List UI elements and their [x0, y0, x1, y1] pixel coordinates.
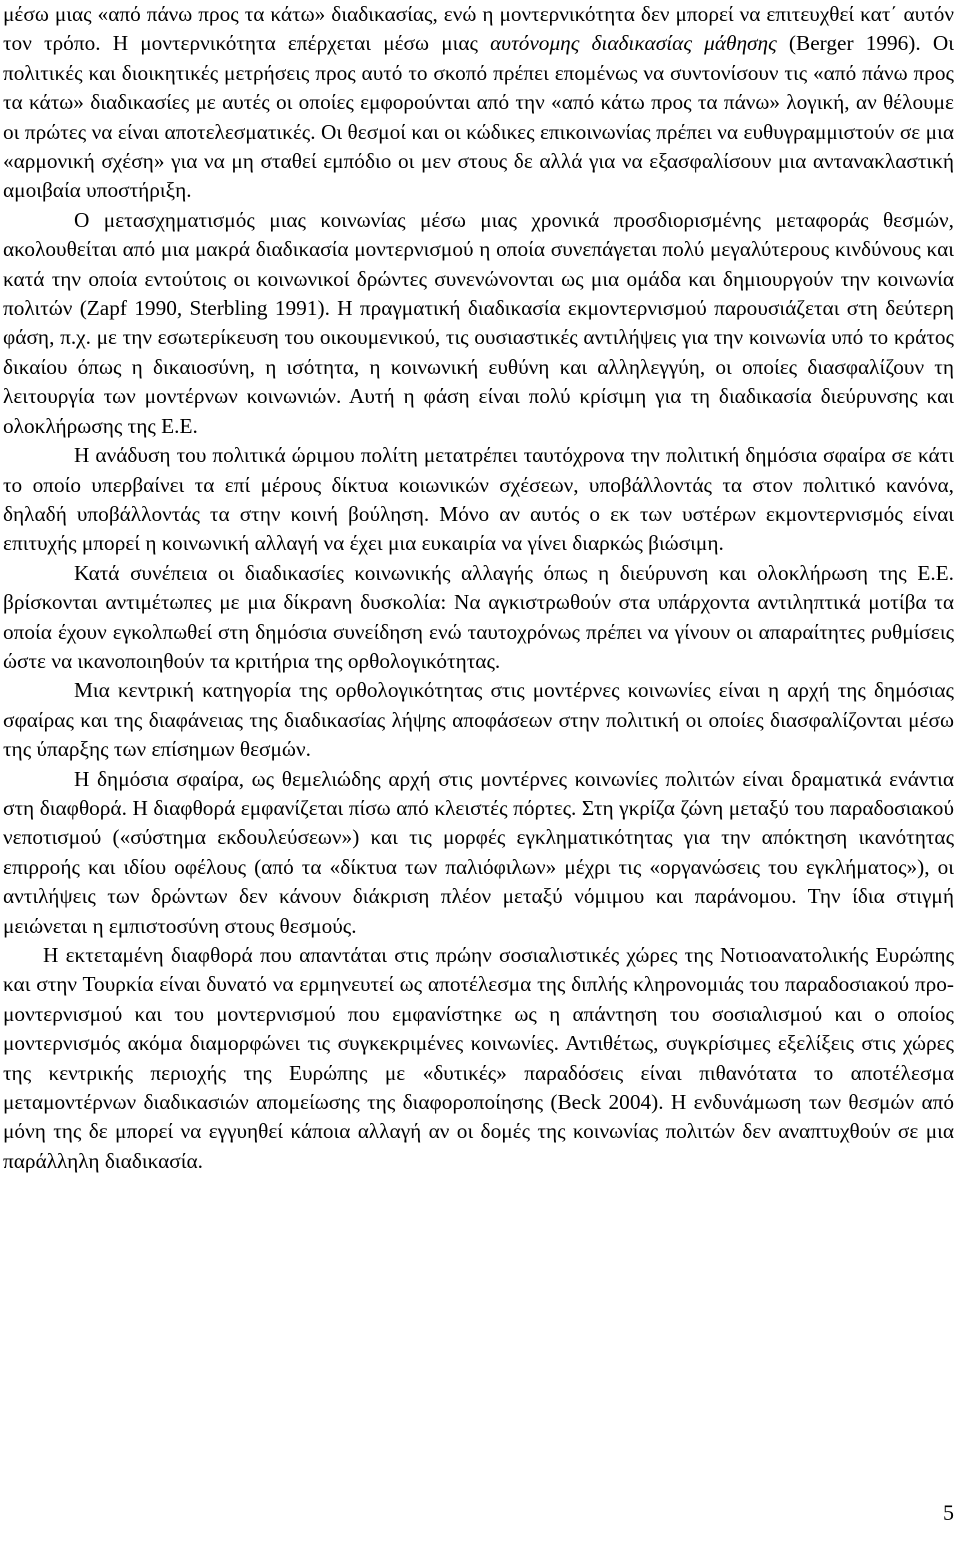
italic-phrase: αυτόνομης διαδικασίας μάθησης: [490, 31, 777, 56]
paragraph: Ο μετασχηματισμός μιας κοινωνίας μέσω μιας χρονικά προσδιορισμένης μεταφοράς θεσμών, ακολουθείται από μια μακρά διαδικασία μοντερνισμού η οποία συνεπάγεται πολύ μεγαλύτερους κινδύνους και κατά την οποία εντούτοις οι κοινωνικοί δρώντες συνενώνονται ως μια ομάδα και δημιουργούν την κοινωνία πολιτών (Zapf 1990, Sterbling 1991). Η πραγματική διαδικασία εκμοντερνισμού παρουσιάζεται στη δεύτερη φάση, π.χ. με την εσωτερίκευση του οικουμενικού, τις ουσιαστικές αντιλήψεις για την κοινωνία υπό το κράτος δικαίου όπως η δικαιοσύνη, η ισότητα, η κοινωνική ευθύνη και αλληλεγγύη, οι οποίες διασφαλίζουν τη λειτουργία των μοντέρνων κοινωνιών. Αυτή η φάση είναι πολύ κρίσιμη για τη διαδικασία διεύρυνσης και ολοκλήρωσης της Ε.Ε.: [3, 207, 954, 438]
body-text: [3, 0, 954, 1176]
paragraph: Η ανάδυση του πολιτικά ώριμου πολίτη μετατρέπει ταυτόχρονα την πολιτική δημόσια σφαίρα σε κάτι το οποίο υπερβαίνει τα επί μέρους δίκτυα κοιωνικών σχέσεων, υποβάλλοντάς τα στον πολιτικό κανόνα, δηλαδή υποβάλλοντάς τα στην κοινή βούληση. Μόνο αν αυτός ο εκ των υστέρων εκμοντερνισμός είναι επιτυχής μπορεί η κοινωνική αλλαγή να έχει μια ευκαιρία να γίνει διαρκώς βιώσιμη.: [3, 443, 954, 556]
paragraph: Κατά συνέπεια οι διαδικασίες κοινωνικής αλλαγής όπως η διεύρυνση και ολοκλήρωση της Ε.Ε. βρίσκονται αντιμέτωπες με μια δίκρανη δυσκολία: Να αγκιστρωθούν στα υπάρχοντα αντιληπτικά μοτίβα τα οποία έχουν εγκολπωθεί στη δημόσια συνείδηση ενώ ταυτοχρόνως πρέπει να γίνουν οι απαραίτητες ρυθμίσεις ώστε να ικανοποιηθούν τα κριτήρια της ορθολογικότητας.: [3, 560, 954, 673]
paragraph-text: (Berger 1996). Οι πολιτικές και διοικητικές μετρήσεις προς αυτό το σκοπό πρέπει επομένως να συντονίσουν τις «από πάνω προς τα κάτω» διαδικασίες με αυτές οι οποίες εμφορούνται από την «από κάτω προς τα πάνω» λογική, αν θέλουμε οι πρώτες να είναι αποτελεσματικές. Οι θεσμοί και οι κώδικες επικοινωνίας πρέπει να ευθυγραμμιστούν σε μια «αρμονική σχέση» για να μη σταθεί εμπόδιο οι μεν στους δε αλλά για να εξασφαλίσουν μια αντανακλαστική αμοιβαία υποστήριξη.: [3, 31, 954, 203]
page-number: 5: [943, 1500, 954, 1525]
paragraph-continuation: [3, 0, 954, 206]
paragraph: Η δημόσια σφαίρα, ως θεμελιώδης αρχή στις μοντέρνες κοινωνίες πολιτών είναι δραματικά ενάντια στη διαφθορά. Η διαφθορά εμφανίζεται πίσω από κλειστές πόρτες. Στη γκρίζα ζώνη μεταξύ του παραδοσιακού νεποτισμού («σύστημα εκδουλεύσεων») και τις μορφές εγκληματικότητας για την απόκτηση ικανότητας επιρροής και ιδίου οφέλους (από τα «δίκτυα των παλιόφιλων» μέχρι τις «οργανώσεις του εγκλήματος»), οι αντιλήψεις των δρώντων δεν κάνουν διάκριση πλέον μεταξύ νόμιμου και παράνομου. Την ίδια στιγμή μειώνεται η εμπιστοσύνη στους θεσμούς.: [3, 766, 954, 938]
paragraph: Η εκτεταμένη διαφθορά που απαντάται στις πρώην σοσιαλιστικές χώρες της Νοτιοανατολικής Ευρώπης και στην Τουρκία είναι δυνατό να ερμηνευτεί ως αποτέλεσμα της διπλής κληρονομιάς του παραδοσιακού προ-μοντερνισμού και του μοντερνισμού που εμφανίστηκε ως η απάντηση του σοσιαλισμού και ο οποίος μοντερνισμός ακόμα διαμορφώνει τις συγκεκριμένες κοινωνίες. Αντιθέτως, συγκρίσιμες εξελίξεις στις χώρες της κεντρικής περιοχής της Ευρώπης με «δυτικές» παραδόσεις είναι πιθανότατα το αποτέλεσμα μεταμοντέρνων διαδικασιών απομείωσης της διαφοροποίησης (Beck 2004). Η ενδυνάμωση των θεσμών από μόνη της δε μπορεί να εγγυηθεί κάποια αλλαγή αν οι δομές της κοινωνίας πολιτών δεν αναπτυχθούν σε μια παράλληλη διαδικασία.: [3, 943, 954, 1173]
paragraph: Μια κεντρική κατηγορία της ορθολογικότητας στις μοντέρνες κοινωνίες είναι η αρχή της δημόσιας σφαίρας και της διαφάνειας της διαδικασίας λήψης αποφάσεων στην πολιτική οι οποίες διασφαλίζονται μέσω της ύπαρξης των επίσημων θεσμών.: [3, 678, 954, 762]
paragraph-text: μέσω μιας «από πάνω προς τα κάτω» διαδικασίας, ενώ η μοντερνικότητα δεν μπορεί να επιτευχθεί κατ΄ αυτόν τον τρόπο. Η μοντερνικότητα επέρχεται μέσω μιας: [3, 2, 954, 56]
